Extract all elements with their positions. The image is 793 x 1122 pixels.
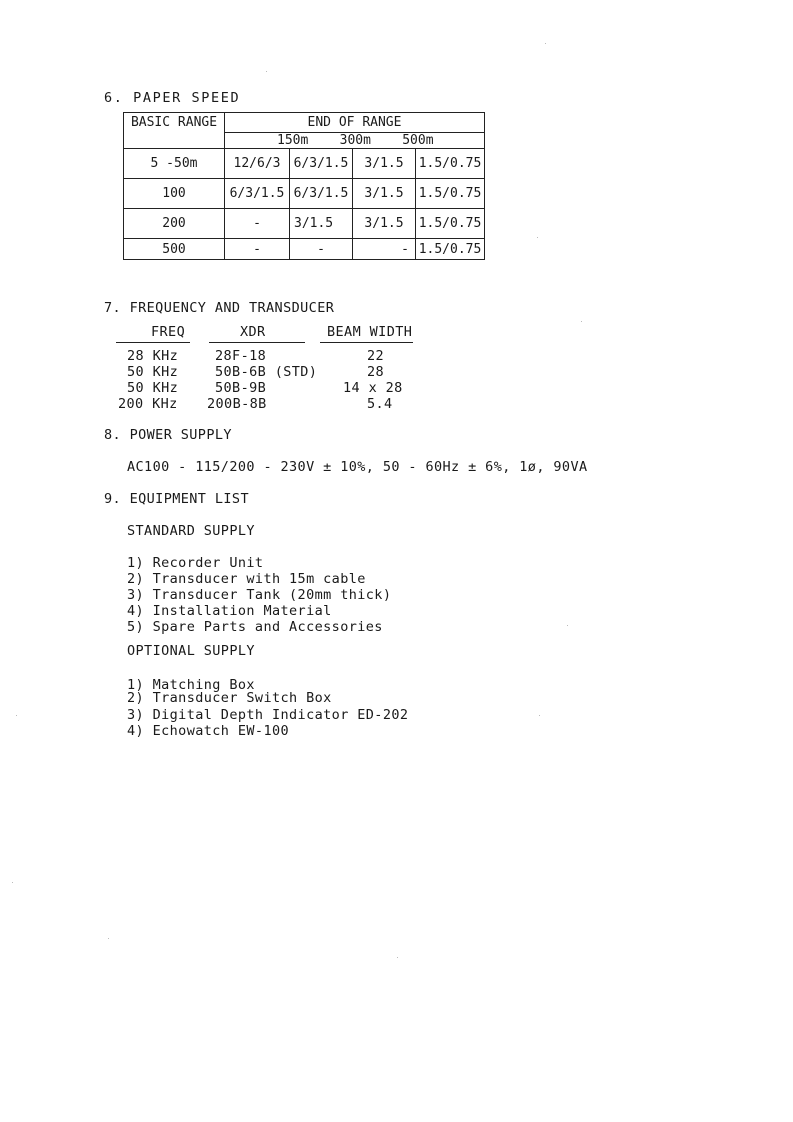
table-cell: 1.5/0.75 xyxy=(416,149,485,179)
list-item: 5) Spare Parts and Accessories xyxy=(127,619,383,635)
beam-underline xyxy=(320,342,413,343)
table-cell: 3/1.5 xyxy=(353,209,416,239)
table-row xyxy=(124,239,485,260)
list-item: 3) Digital Depth Indicator ED-202 xyxy=(127,707,409,723)
table-row xyxy=(124,149,485,179)
table-cell: 1.5/0.75 xyxy=(416,239,485,260)
scan-speck xyxy=(537,237,538,238)
xdr-row-2: 50B-6B (STD) xyxy=(215,364,318,380)
scan-speck xyxy=(266,71,267,72)
power-supply-spec: AC100 - 115/200 - 230V ± 10%, 50 - 60Hz ± 6%, 1ø, 90VA xyxy=(127,459,588,475)
scan-speck xyxy=(545,43,546,44)
freq-underline xyxy=(116,342,190,343)
list-item: 4) Echowatch EW-100 xyxy=(127,723,290,739)
beam-row-4: 5.4 xyxy=(367,396,393,412)
table-cell: 100 xyxy=(124,179,225,209)
table-cell: - xyxy=(225,209,290,239)
freq-row-4: 200 KHz xyxy=(118,396,178,412)
scan-speck xyxy=(567,625,568,626)
table-cell: 1.5/0.75 xyxy=(416,209,485,239)
list-item: 2) Transducer with 15m cable xyxy=(127,571,366,587)
freq-row-3: 50 KHz xyxy=(127,380,179,396)
list-item: 4) Installation Material xyxy=(127,603,332,619)
freq-row-1: 28 KHz xyxy=(127,348,179,364)
freq-row-2: 50 KHz xyxy=(127,364,179,380)
xdr-row-3: 50B-9B xyxy=(215,380,267,396)
table-cell: 6/3/1.5 xyxy=(290,149,353,179)
optional-supply-title: OPTIONAL SUPPLY xyxy=(127,643,255,659)
beam-row-2: 28 xyxy=(367,364,385,380)
table-cell: 6/3/1.5 xyxy=(290,179,353,209)
xdr-row-1: 28F-18 xyxy=(215,348,267,364)
beam-width-header: BEAM WIDTH xyxy=(327,324,413,340)
table-cell: 12/6/3 xyxy=(225,149,290,179)
table-cell: 500 xyxy=(124,239,225,260)
scan-speck xyxy=(16,715,17,716)
table-cell: 3/1.5 xyxy=(353,149,416,179)
table-cell: 1.5/0.75 xyxy=(416,179,485,209)
list-item: 3) Transducer Tank (20mm thick) xyxy=(127,587,392,603)
xdr-underline xyxy=(209,342,305,343)
scan-speck xyxy=(581,321,582,322)
scan-speck xyxy=(397,957,398,958)
table-cell: - xyxy=(290,239,353,260)
beam-row-1: 22 xyxy=(367,348,385,364)
end-of-range-header: END OF RANGE xyxy=(225,113,485,133)
freq-header: FREQ xyxy=(151,324,186,340)
table-cell: 3/1.5 xyxy=(290,209,353,239)
table-row xyxy=(124,209,485,239)
standard-supply-title: STANDARD SUPPLY xyxy=(127,523,255,539)
end-of-range-subheader: 150m 300m 500m xyxy=(225,133,485,149)
list-item: 2) Transducer Switch Box xyxy=(127,690,332,706)
table-cell: 5 -50m xyxy=(124,149,225,179)
paper-speed-table xyxy=(123,112,485,260)
table-row xyxy=(124,179,485,209)
xdr-row-4: 200B-8B xyxy=(207,396,267,412)
scan-speck xyxy=(12,882,13,883)
section-6-title: 6. PAPER SPEED xyxy=(104,90,241,106)
table-cell: - xyxy=(225,239,290,260)
section-7-title: 7. FREQUENCY AND TRANSDUCER xyxy=(104,300,335,316)
list-item: 1) Matching Box xyxy=(127,677,255,693)
table-cell: 3/1.5 xyxy=(353,179,416,209)
scan-speck xyxy=(108,938,109,939)
table-cell: 200 xyxy=(124,209,225,239)
basic-range-header: BASIC RANGE xyxy=(124,113,225,149)
scan-speck xyxy=(539,715,540,716)
table-cell: - xyxy=(353,239,416,260)
list-item: 1) Recorder Unit xyxy=(127,555,264,571)
xdr-header: XDR xyxy=(240,324,266,340)
section-9-title: 9. EQUIPMENT LIST xyxy=(104,491,249,507)
section-8-title: 8. POWER SUPPLY xyxy=(104,427,232,443)
beam-row-3: 14 x 28 xyxy=(343,380,403,396)
table-cell: 6/3/1.5 xyxy=(225,179,290,209)
